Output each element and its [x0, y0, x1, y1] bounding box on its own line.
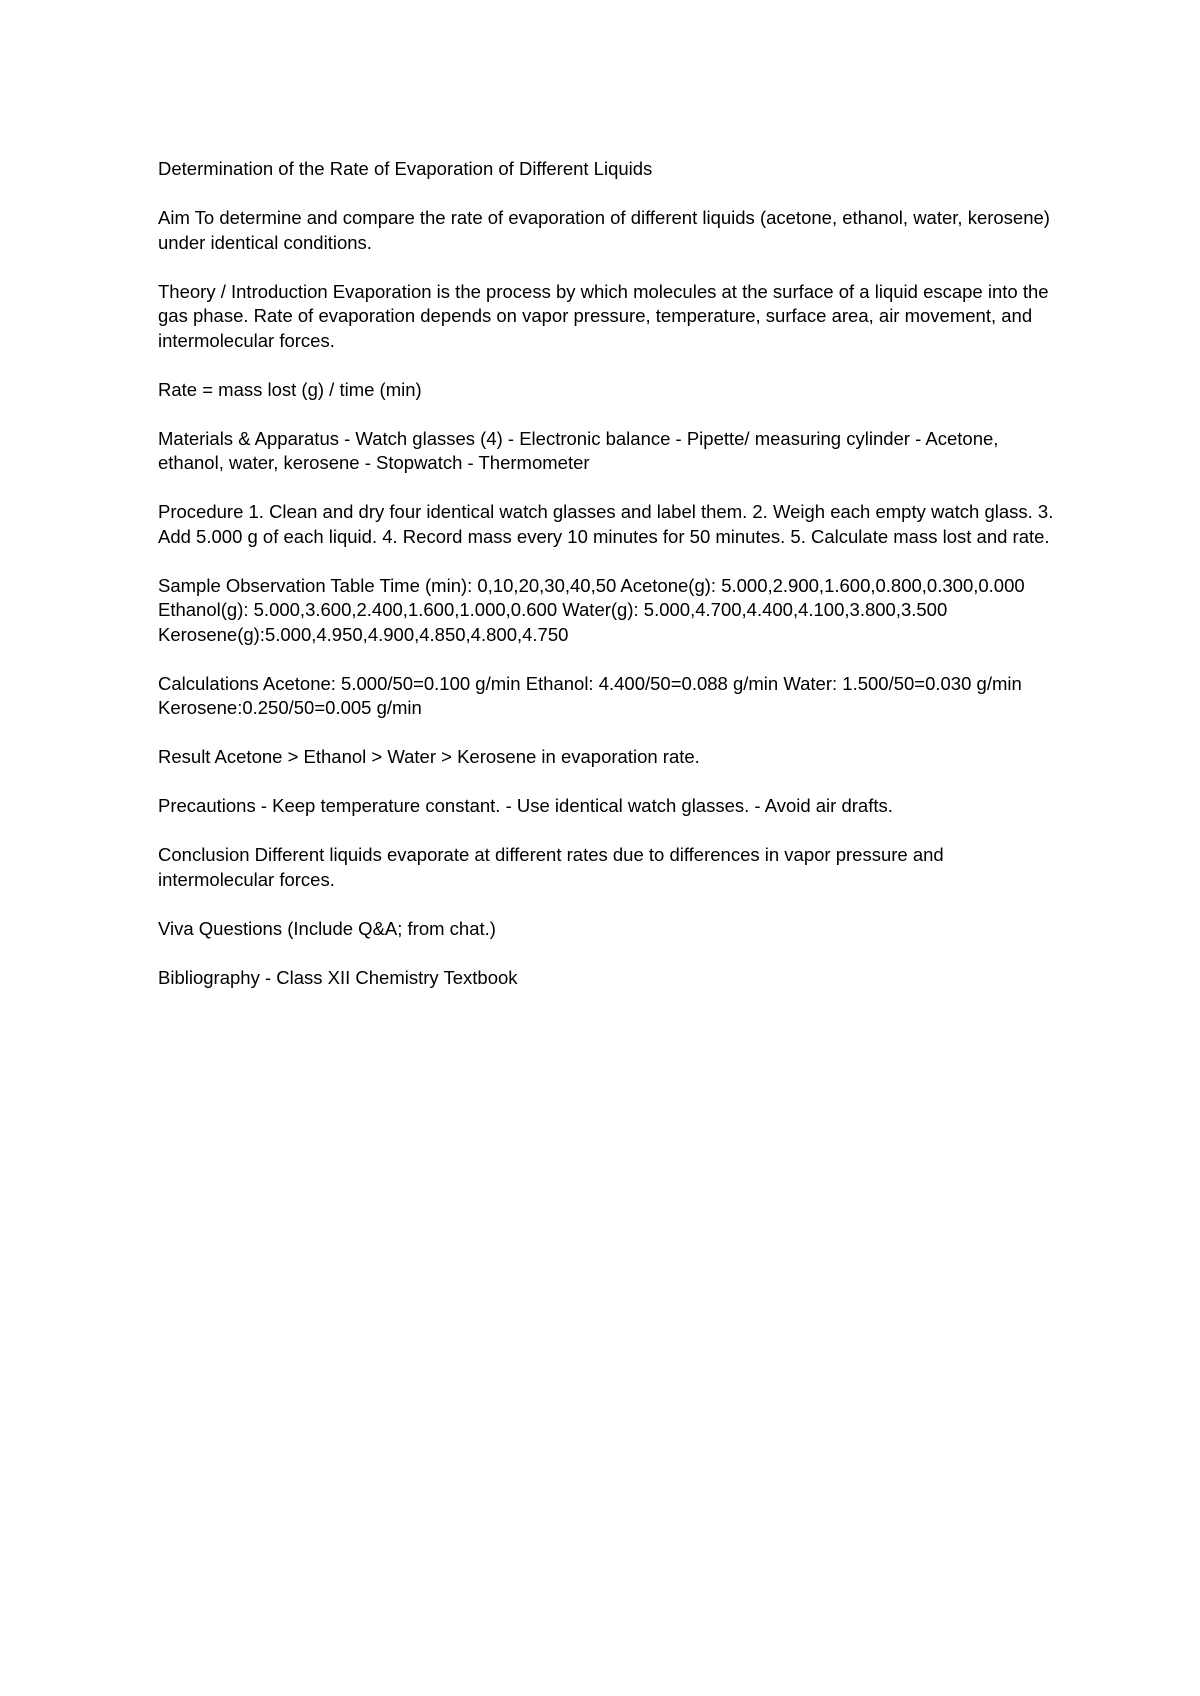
theory-paragraph: Theory / Introduction Evaporation is the process by which molecules at the surface of a liquid escape into the gas phase. Rate of evaporation depends on vapor pressure, temperature, surface area, air movement, and intermolecular forces. — [158, 280, 1049, 351]
materials-paragraph: Materials & Apparatus - Watch glasses (4) - Electronic balance - Pipette/ measuring cylinder - Acetone, ethanol, water, kerosene - Stopwatch - Thermometer — [158, 427, 999, 473]
bibliography-paragraph: Bibliography - Class XII Chemistry Textbook — [158, 966, 518, 988]
document-title: Determination of the Rate of Evaporation of Different Liquids — [158, 158, 653, 179]
observation-table-paragraph: Sample Observation Table Time (min): 0,10,20,30,40,50 Acetone(g): 5.000,2.900,1.600,0.800,0.300,0.000 Ethanol(g): 5.000,3.600,2.400,1.600,1.000,0.600 Water(g): 5.000,4.700,4.400,4.100,3.800,3.500 Kerosene(g):5.000,4.950,4.900,4.850,4.800,4.750 — [158, 574, 1025, 645]
document-body — [158, 157, 1058, 1015]
rate-formula: Rate = mass lost (g) / time (min) — [158, 378, 422, 400]
viva-paragraph: Viva Questions (Include Q&A; from chat.) — [158, 917, 496, 939]
aim-paragraph: Aim To determine and compare the rate of evaporation of different liquids (acetone, ethanol, water, kerosene) under identical conditions. — [158, 207, 1050, 253]
procedure-paragraph: Procedure 1. Clean and dry four identical watch glasses and label them. 2. Weigh each empty watch glass. 3. Add 5.000 g of each liquid. 4. Record mass every 10 minutes for 50 minutes. 5. Calculate mass lost and rate. — [158, 501, 1054, 547]
calculations-paragraph: Calculations Acetone: 5.000/50=0.100 g/min Ethanol: 4.400/50=0.088 g/min Water: 1.500/50=0.030 g/min Kerosene:0.250/50=0.005 g/min — [158, 672, 1022, 718]
conclusion-paragraph: Conclusion Different liquids evaporate at different rates due to differences in vapor pressure and intermolecular forces. — [158, 844, 944, 890]
result-paragraph: Result Acetone > Ethanol > Water > Kerosene in evaporation rate. — [158, 746, 700, 767]
precautions-paragraph: Precautions - Keep temperature constant. - Use identical watch glasses. - Avoid air drafts. — [158, 795, 893, 816]
